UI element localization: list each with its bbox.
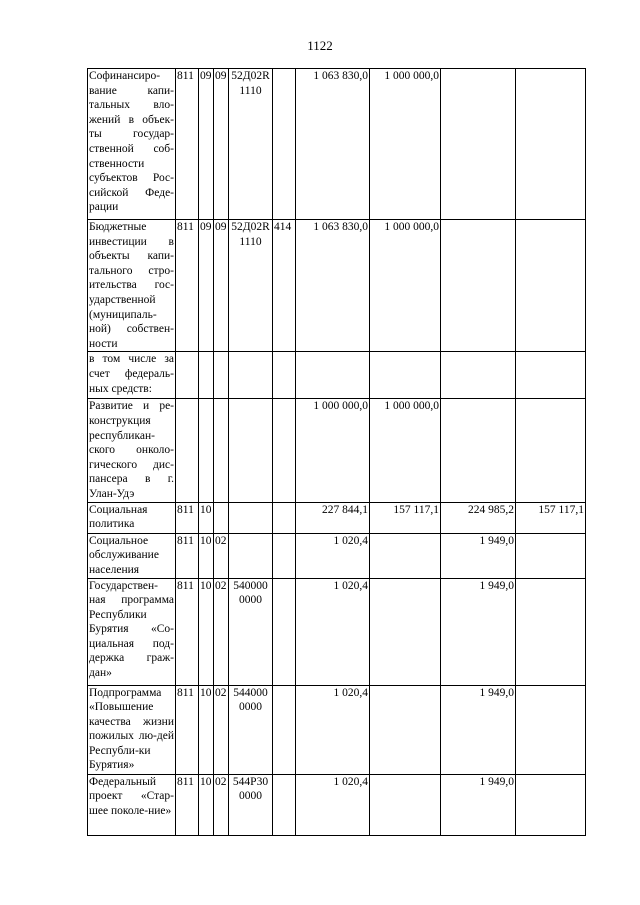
section-code bbox=[199, 352, 214, 399]
subsection-code bbox=[214, 502, 229, 533]
row-name: в том числе за счет федераль-ных средств: bbox=[88, 352, 176, 399]
section-code: 10 bbox=[199, 685, 214, 774]
row-name: Федеральный проект «Стар-шее поколе-ние» bbox=[88, 774, 176, 835]
table-row bbox=[88, 685, 586, 774]
table-row bbox=[88, 220, 586, 352]
amount-col-3 bbox=[441, 69, 516, 220]
grbs-code: 811 bbox=[176, 69, 199, 220]
amount-col-4 bbox=[516, 220, 586, 352]
subsection-code: 02 bbox=[214, 774, 229, 835]
amount-col-4 bbox=[516, 685, 586, 774]
grbs-code: 811 bbox=[176, 578, 199, 685]
amount-col-2 bbox=[370, 774, 441, 835]
amount-col-2 bbox=[370, 578, 441, 685]
amount-col-1: 1 020,4 bbox=[296, 578, 370, 685]
amount-col-4 bbox=[516, 69, 586, 220]
amount-col-1: 227 844,1 bbox=[296, 502, 370, 533]
row-name: Бюджетные инвестиции в объекты капи-тального стро-ительства гос-ударственной (муниципаль-ной) собствен-ности bbox=[88, 220, 176, 352]
grbs-code bbox=[176, 352, 199, 399]
expense-type-code bbox=[273, 774, 296, 835]
amount-col-3: 224 985,2 bbox=[441, 502, 516, 533]
table-row bbox=[88, 502, 586, 533]
section-code: 10 bbox=[199, 774, 214, 835]
target-article-code: 52Д02R 1110 bbox=[229, 220, 273, 352]
section-code: 10 bbox=[199, 502, 214, 533]
amount-col-4 bbox=[516, 578, 586, 685]
grbs-code bbox=[176, 399, 199, 502]
amount-col-2: 157 117,1 bbox=[370, 502, 441, 533]
subsection-code bbox=[214, 352, 229, 399]
target-article-code bbox=[229, 399, 273, 502]
subsection-code: 02 bbox=[214, 685, 229, 774]
table-row bbox=[88, 578, 586, 685]
section-code: 10 bbox=[199, 533, 214, 578]
amount-col-3 bbox=[441, 220, 516, 352]
grbs-code: 811 bbox=[176, 220, 199, 352]
subsection-code: 02 bbox=[214, 578, 229, 685]
expense-type-code bbox=[273, 578, 296, 685]
expense-type-code bbox=[273, 69, 296, 220]
row-name: Развитие и ре-конструкция республикан-ского онколо-гического дис-пансера в г. Улан-Удэ bbox=[88, 399, 176, 502]
grbs-code: 811 bbox=[176, 774, 199, 835]
page-number: 1122 bbox=[307, 38, 333, 53]
amount-col-3: 1 949,0 bbox=[441, 533, 516, 578]
amount-col-3: 1 949,0 bbox=[441, 685, 516, 774]
target-article-code bbox=[229, 352, 273, 399]
subsection-code: 09 bbox=[214, 220, 229, 352]
amount-col-3 bbox=[441, 352, 516, 399]
table-row bbox=[88, 533, 586, 578]
subsection-code bbox=[214, 399, 229, 502]
amount-col-4 bbox=[516, 399, 586, 502]
amount-col-1: 1 000 000,0 bbox=[296, 399, 370, 502]
amount-col-3: 1 949,0 bbox=[441, 774, 516, 835]
amount-col-2 bbox=[370, 533, 441, 578]
target-article-code bbox=[229, 533, 273, 578]
grbs-code: 811 bbox=[176, 685, 199, 774]
table-row bbox=[88, 352, 586, 399]
expense-type-code bbox=[273, 685, 296, 774]
expense-type-code bbox=[273, 502, 296, 533]
target-article-code bbox=[229, 502, 273, 533]
amount-col-4 bbox=[516, 533, 586, 578]
amount-col-1: 1 063 830,0 bbox=[296, 220, 370, 352]
grbs-code: 811 bbox=[176, 533, 199, 578]
amount-col-2 bbox=[370, 685, 441, 774]
table-row bbox=[88, 69, 586, 220]
amount-col-3 bbox=[441, 399, 516, 502]
amount-col-2: 1 000 000,0 bbox=[370, 399, 441, 502]
section-code: 10 bbox=[199, 578, 214, 685]
amount-col-1 bbox=[296, 352, 370, 399]
amount-col-2: 1 000 000,0 bbox=[370, 220, 441, 352]
target-article-code: 544P30 0000 bbox=[229, 774, 273, 835]
expense-type-code: 414 bbox=[273, 220, 296, 352]
expense-type-code bbox=[273, 533, 296, 578]
row-name: Софинансиро-вание капи-тальных вло-жений в объек-ты государ-ственной соб-ственности субъектов Рос-сийской Феде-рации bbox=[88, 69, 176, 220]
section-code: 09 bbox=[199, 69, 214, 220]
section-code: 09 bbox=[199, 220, 214, 352]
amount-col-1: 1 063 830,0 bbox=[296, 69, 370, 220]
row-name: Социальное обслуживание населения bbox=[88, 533, 176, 578]
row-name: Подпрограмма «Повышение качества жизни пожилых лю-дей Республи-ки Бурятия» bbox=[88, 685, 176, 774]
table-row bbox=[88, 399, 586, 502]
target-article-code: 52Д02R 1110 bbox=[229, 69, 273, 220]
expense-type-code bbox=[273, 352, 296, 399]
amount-col-1: 1 020,4 bbox=[296, 533, 370, 578]
amount-col-1: 1 020,4 bbox=[296, 774, 370, 835]
target-article-code: 540000 0000 bbox=[229, 578, 273, 685]
target-article-code: 544000 0000 bbox=[229, 685, 273, 774]
expense-type-code bbox=[273, 399, 296, 502]
amount-col-1: 1 020,4 bbox=[296, 685, 370, 774]
amount-col-2: 1 000 000,0 bbox=[370, 69, 441, 220]
row-name: Государствен-ная программа Республики Бурятия «Со-циальная под-держка граж-дан» bbox=[88, 578, 176, 685]
amount-col-4: 157 117,1 bbox=[516, 502, 586, 533]
amount-col-4 bbox=[516, 774, 586, 835]
row-name: Социальная политика bbox=[88, 502, 176, 533]
budget-table bbox=[87, 68, 586, 836]
amount-col-2 bbox=[370, 352, 441, 399]
grbs-code: 811 bbox=[176, 502, 199, 533]
subsection-code: 09 bbox=[214, 69, 229, 220]
section-code bbox=[199, 399, 214, 502]
table-row bbox=[88, 774, 586, 835]
amount-col-4 bbox=[516, 352, 586, 399]
amount-col-3: 1 949,0 bbox=[441, 578, 516, 685]
subsection-code: 02 bbox=[214, 533, 229, 578]
